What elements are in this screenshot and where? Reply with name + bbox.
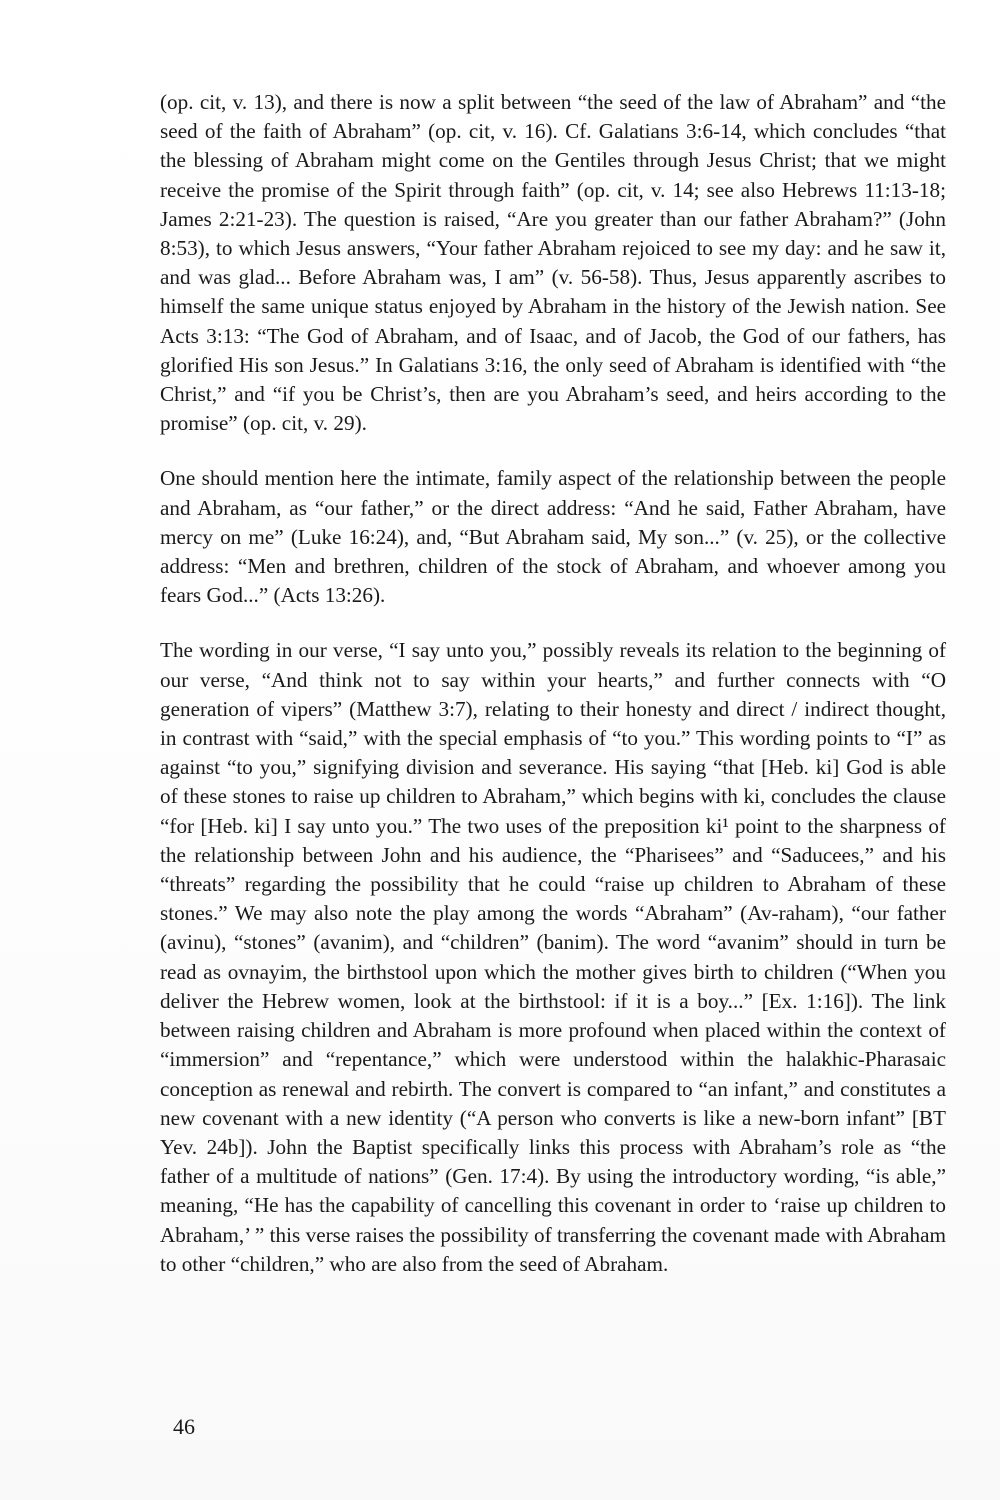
page-number: 46: [173, 1414, 195, 1439]
paragraph-2: One should mention here the intimate, family aspect of the relationship between the people and Abraham, as “our father,” or the direct address: “And he said, Father Abraham, have mercy on me” (Luke 16:24), and, “But Abraham said, My son...” (v. 25), or the collective address: “Men and brethren, children of the stock of Abraham, and whoever among you fears God...” (Acts 13:26).: [160, 466, 946, 608]
body-text: [160, 88, 946, 1279]
paragraph-3: The wording in our verse, “I say unto you,” possibly reveals its relation to the beginning of our verse, “And think not to say within your hearts,” and further connects with “O generation of vipers” (Matthew 3:7), relating to their honesty and direct / indirect thought, in contrast with “said,” with the special emphasis of “to you.” This wording points to “I” as against “to you,” signifying division and severance. His saying “that [Heb. ki] God is able of these stones to raise up children to Abraham,” which begins with ki, concludes the clause “for [Heb. ki] I say unto you.” The two uses of the preposition ki¹ point to the sharpness of the relationship between John and his audience, the “Pharisees” and “Saducees,” and his “threats” regarding the possibility that he could “raise up children to Abraham of these stones.” We may also note the play among the words “Abraham” (Av-raham), “our father (avinu), “stones” (avanim), and “children” (banim). The word “avanim” should in turn be read as ovnayim, the birthstool upon which the mother gives birth to children (“When you deliver the Hebrew women, look at the birthstool: if it is a boy...” [Ex. 1:16]). The link between raising children and Abraham is more profound when placed within the context of “immersion” and “repentance,” which were understood within the halakhic-Pharasaic conception as renewal and rebirth. The convert is compared to “an infant,” and constitutes a new covenant with a new identity (“A person who converts is like a new-born infant” [BT Yev. 24b]). John the Baptist specifically links this process with Abraham’s role as “the father of a multitude of nations” (Gen. 17:4). By using the introductory wording, “is able,” meaning, “He has the capability of cancelling this covenant in order to ‘raise up children to Abraham,’ ” this verse raises the possibility of transferring the covenant made with Abraham to other “children,” who are also from the seed of Abraham.: [160, 638, 946, 1276]
paragraph-1: (op. cit, v. 13), and there is now a split between “the seed of the law of Abraham” and “the seed of the faith of Abraham” (op. cit, v. 16). Cf. Galatians 3:6-14, which concludes “that the blessing of Abraham might come on the Gentiles through Jesus Christ; that we might receive the promise of the Spirit through faith” (op. cit, v. 14; see also Hebrews 11:13-18; James 2:21-23). The question is raised, “Are you greater than our father Abraham?” (John 8:53), to which Jesus answers, “Your father Abraham rejoiced to see my day: and he saw it, and was glad... Before Abraham was, I am” (v. 56-58). Thus, Jesus apparently ascribes to himself the same unique status enjoyed by Abraham in the history of the Jewish nation. See Acts 3:13: “The God of Abraham, and of Isaac, and of Jacob, the God of our fathers, has glorified His son Jesus.” In Galatians 3:16, the only seed of Abraham is identified with “the Christ,” and “if you be Christ’s, then are you Abraham’s seed, and heirs according to the promise” (op. cit, v. 29).: [160, 90, 946, 436]
